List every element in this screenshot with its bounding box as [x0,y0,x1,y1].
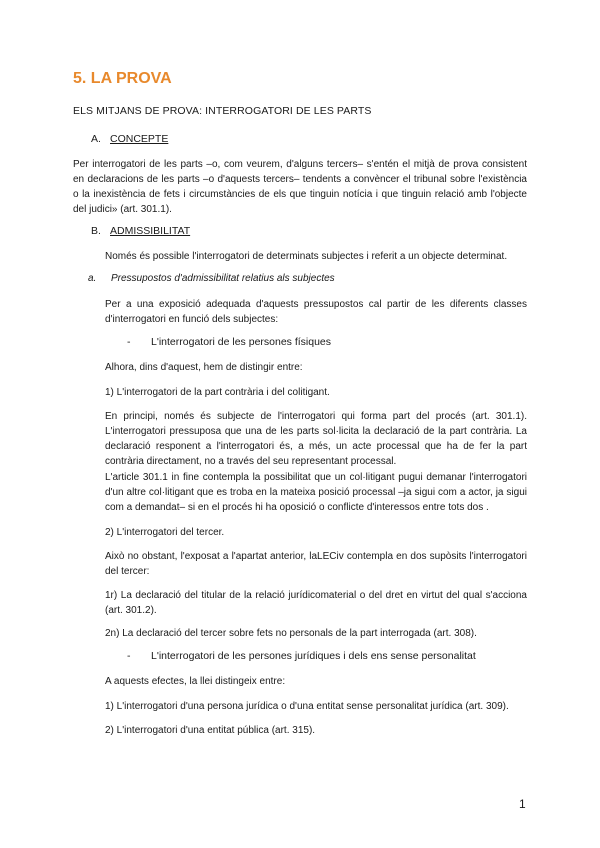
bullet-persones-fisiques [127,336,331,348]
paragraph-alhora: Alhora, dins d'aquest, hem de distingir entre: [105,362,303,373]
paragraph-pressupostos: Per a una exposició adequada d'aquests pressupostos cal partir de les diferents classes d'interrogatori en funció dels subjectes: [105,299,527,325]
heading-letter: A. [91,133,101,145]
heading-letter: B. [91,225,101,237]
paragraph-aixo-no-obstant: Això no obstant, l'exposat a l'apartat anterior, laLECiv contempla en dos supòsits l'interrogatori del tercer: [105,551,527,577]
bullet-dash: - [127,650,131,662]
list-item-entitat-publica: 2) L'interrogatori d'una entitat pública (art. 315). [105,725,316,736]
section-subtitle: ELS MITJANS DE PROVA: INTERROGATORI DE LES PARTS [73,105,372,117]
subheading-letter: a. [88,273,97,284]
subheading-pressupostos [88,273,335,284]
bullet-label: L'interrogatori de les persones físiques [151,336,332,348]
heading-label: CONCEPTE [110,133,169,145]
bullet-label: L'interrogatori de les persones jurídiques i dels ens sense personalitat [151,650,476,662]
list-item-1r: 1r) La declaració del titular de la relació jurídicomaterial o del dret en virtut del qual s'acciona (art. 301.2). [105,590,527,616]
list-item-part-contraria: 1) L'interrogatori de la part contrària i del colitigant. [105,387,330,398]
paragraph-article-301: L'article 301.1 in fine contempla la possibilitat que un col·litigant pugui demanar l'interrogatori d'un altre col·litigant que es troba en la mateixa posició processal –ja sigui com a actor, ja sigui com a demandat– si en el procés hi ha oposició o conflicte d'interessos entre tots dos . [105,472,527,513]
heading-admissibilitat [91,225,190,237]
paragraph-admissibilitat: Només és possible l'interrogatori de determinats subjectes i referit a un objecte determinat. [105,251,508,262]
list-item-2n: 2n) La declaració del tercer sobre fets no personals de la part interrogada (art. 308). [105,628,477,639]
bullet-persones-juridiques [127,650,476,662]
subheading-label: Pressupostos d'admissibilitat relatius als subjectes [111,273,335,284]
list-item-persona-juridica: 1) L'interrogatori d'una persona jurídica o d'una entitat sense personalitat jurídica (art. 309). [105,701,509,712]
heading-label: ADMISSIBILITAT [110,225,191,237]
list-item-tercer: 2) L'interrogatori del tercer. [105,527,225,538]
paragraph-aquests-efectes: A aquests efectes, la llei distingeix entre: [105,676,286,687]
bullet-dash: - [127,336,131,348]
page-title: 5. LA PROVA [73,70,172,87]
paragraph-en-principi: En principi, només és subjecte de l'interrogatori qui forma part del procés (art. 301.1). L'interrogatori pressuposa que una de les parts sol·licita la declaració de la part contrària. La declaració responent a l'interrogatori és, a més, un acte processal que ha de fer la part contrària directament, no a través del seu representant processal. [105,411,527,467]
paragraph-concepte: Per interrogatori de les parts –o, com veurem, d'alguns tercers– s'entén el mitjà de prova consistent en declaracions de les parts –o d'aquests tercers– tendents a convèncer el tribunal sobre l'existència o la inexistència de fets i circumstàncies de els que tinguin notícia i que tinguin relació amb l'objecte del judici» (art. 301.1). [73,159,527,215]
heading-concepte [91,133,168,145]
page-number: 1 [519,797,526,811]
